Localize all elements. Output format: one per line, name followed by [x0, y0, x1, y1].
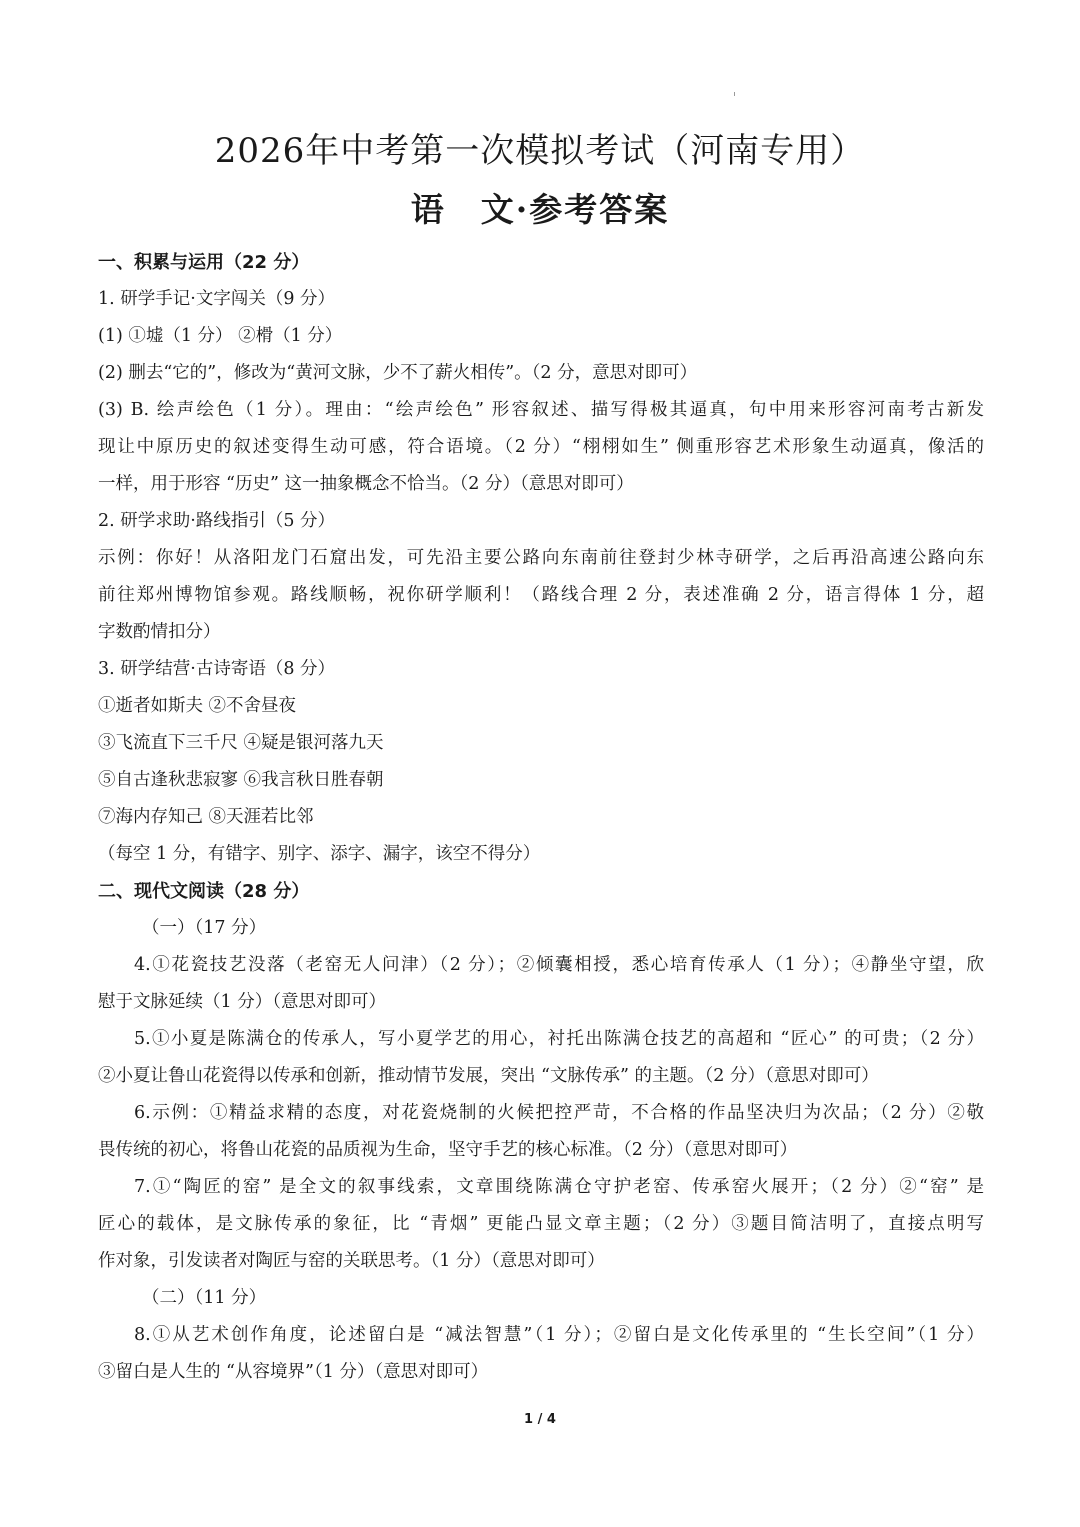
answer-line: 慰于文脉延续（1 分）（意思对即可）: [98, 992, 386, 1012]
scan-mark: [734, 92, 735, 96]
answer-line: （每空 1 分，有错字、别字、添字、漏字，该空不得分）: [98, 844, 541, 864]
page-title: 2026年中考第一次模拟考试（河南专用）: [214, 131, 866, 171]
section-heading: 一、积累与运用（22 分）: [98, 252, 310, 273]
answer-line: ②小夏让鲁山花瓷得以传承和创新，推动情节发展，突出 “文脉传承” 的主题。（2 分）（意思对即可）: [98, 1066, 879, 1086]
answer-line: ⑦海内存知己 ⑧天涯若比邻: [98, 807, 314, 827]
subsection-heading: （二）（11 分）: [142, 1288, 267, 1308]
answer-line: 8.①从艺术创作角度，论述留白是 “减法智慧”（1 分）；②留白是文化传承里的 “生长空间”（1 分）: [134, 1325, 984, 1345]
answer-line: 5.①小夏是陈满仓的传承人，写小夏学艺的用心，衬托出陈满仓技艺的高超和 “匠心” 的可贵；（2 分）: [134, 1029, 984, 1049]
answer-line: (1) ①墟（1 分） ②榾（1 分）: [98, 326, 343, 346]
answer-line: 7.①“陶匠的窑” 是全文的叙事线索，文章围绕陈满仓守护老窑、传承窑火展开；（2 分）②“窑” 是: [134, 1177, 984, 1197]
page-number: 1 / 4: [524, 1412, 556, 1427]
answer-line: 匠心的载体，是文脉传承的象征，比 “青烟” 更能凸显文章主题；（2 分）③题目简洁明了，直接点明写: [98, 1214, 984, 1234]
answer-line: 现让中原历史的叙述变得生动可感，符合语境。（2 分）“栩栩如生” 侧重形容艺术形象生动逼真，像活的: [98, 437, 984, 457]
answer-line: (2) 删去“它的”，修改为“黄河文脉，少不了薪火相传”。（2 分，意思对即可）: [98, 363, 698, 383]
answer-line: 字数酌情扣分）: [98, 622, 221, 642]
answer-line: 畏传统的初心，将鲁山花瓷的品质视为生命，坚守手艺的核心标准。（2 分）（意思对即可）: [98, 1140, 798, 1160]
page-subtitle: 语 文·参考答案: [410, 190, 670, 229]
answer-line: 作对象，引发读者对陶匠与窑的关联思考。（1 分）（意思对即可）: [98, 1251, 605, 1271]
answer-line: ③留白是人生的 “从容境界”（1 分）（意思对即可）: [98, 1362, 489, 1382]
answer-line: 6.示例：①精益求精的态度，对花瓷烧制的火候把控严苛，不合格的作品坚决归为次品；（2 分）②敬: [134, 1103, 984, 1123]
answer-content: [98, 244, 984, 1391]
answer-line: 1. 研学手记·文字闯关（9 分）: [98, 289, 336, 309]
answer-line: 一样，用于形容 “历史” 这一抽象概念不恰当。（2 分）（意思对即可）: [98, 474, 634, 494]
section-heading: 二、现代文阅读（28 分）: [98, 881, 310, 902]
answer-line: 2. 研学求助·路线指引（5 分）: [98, 511, 336, 531]
answer-line: (3) B. 绘声绘色（1 分）。理由：“绘声绘色” 形容叙述、描写得极其逼真，句中用来形容河南考古新发: [98, 400, 984, 420]
subsection-heading: （一）（17 分）: [142, 918, 267, 938]
answer-line: ①逝者如斯夫 ②不舍昼夜: [98, 696, 297, 716]
answer-line: 3. 研学结营·古诗寄语（8 分）: [98, 659, 336, 679]
answer-line: ⑤自古逢秋悲寂寥 ⑥我言秋日胜春朝: [98, 770, 384, 790]
answer-line: 前往郑州博物馆参观。路线顺畅，祝你研学顺利！（路线合理 2 分，表述准确 2 分，语言得体 1 分，超: [98, 585, 984, 605]
answer-line: 示例：你好！从洛阳龙门石窟出发，可先沿主要公路向东南前往登封少林寺研学，之后再沿高速公路向东: [98, 548, 984, 568]
answer-line: ③飞流直下三千尺 ④疑是银河落九天: [98, 733, 384, 753]
answer-line: 4.①花瓷技艺没落（老窑无人问津）（2 分）；②倾囊相授，悉心培育传承人（1 分）；④静坐守望，欣: [134, 955, 984, 975]
